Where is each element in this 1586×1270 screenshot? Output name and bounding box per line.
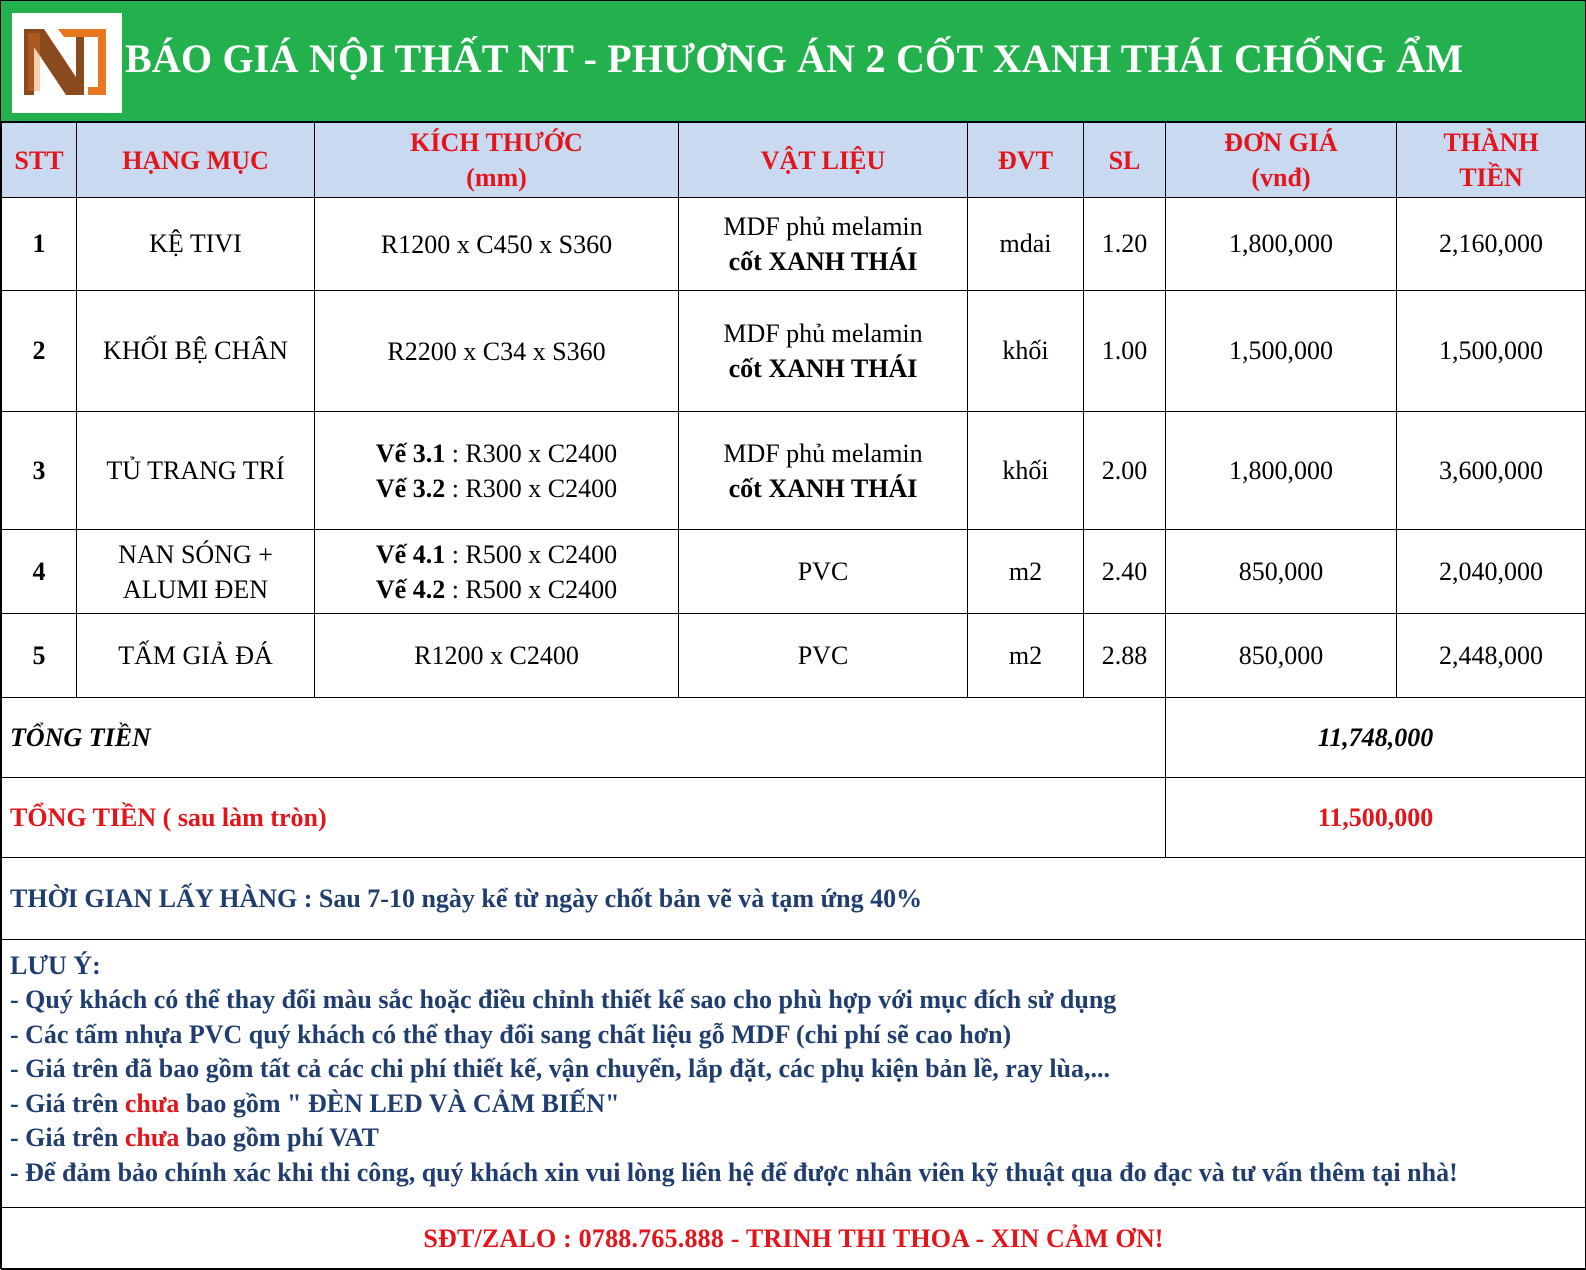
row-qty: 2.40 (1084, 530, 1166, 614)
row-material: MDF phủ melamin cốt XANH THÁI (679, 412, 968, 530)
notes-section (2, 940, 1586, 1208)
contact-row (2, 1208, 1586, 1270)
row-amount: 2,040,000 (1397, 530, 1586, 614)
header-price: ĐƠN GIÁ (vnđ) (1166, 123, 1397, 198)
row-price: 850,000 (1166, 530, 1397, 614)
row-item: KỆ TIVI (77, 198, 315, 291)
row-material: PVC (679, 530, 968, 614)
row-price: 1,800,000 (1166, 198, 1397, 291)
table-row (2, 291, 1586, 412)
notes-title: LƯU Ý: (10, 951, 101, 980)
row-unit: m2 (968, 530, 1084, 614)
row-price: 850,000 (1166, 614, 1397, 698)
row-unit: khối (968, 412, 1084, 530)
table-row (2, 530, 1586, 614)
contact-info: SĐT/ZALO : 0788.765.888 - TRINH THI THOA - XIN CẢM ƠN! (2, 1208, 1586, 1270)
quotation-table (1, 122, 1586, 1270)
row-amount: 2,160,000 (1397, 198, 1586, 291)
row-size: R1200 x C450 x S360 (315, 198, 679, 291)
page-title: BÁO GIÁ NỘI THẤT NT - PHƯƠNG ÁN 2 CỐT XANH THÁI CHỐNG ẨM (125, 36, 1464, 81)
row-amount: 1,500,000 (1397, 291, 1586, 412)
row-qty: 1.00 (1084, 291, 1166, 412)
table-row (2, 412, 1586, 530)
row-material: PVC (679, 614, 968, 698)
row-material: MDF phủ melamin cốt XANH THÁI (679, 198, 968, 291)
row-price: 1,500,000 (1166, 291, 1397, 412)
row-amount: 3,600,000 (1397, 412, 1586, 530)
row-material: MDF phủ melamin cốt XANH THÁI (679, 291, 968, 412)
note-line: - Để đảm bảo chính xác khi thi công, quý khách xin vui lòng liên hệ để được nhân viên kỹ thuật qua đo đạc và tư vấn thêm tại nhà! (10, 1157, 1458, 1187)
row-item: TỦ TRANG TRÍ (77, 412, 315, 530)
note-line: - Giá trên chưa bao gồm " ĐÈN LED VÀ CẢM BIẾN" (10, 1088, 620, 1118)
row-amount: 2,448,000 (1397, 614, 1586, 698)
table-row (2, 198, 1586, 291)
row-stt: 5 (2, 614, 77, 698)
nt-logo-icon (12, 13, 122, 113)
note-line: - Các tấm nhựa PVC quý khách có thể thay đổi sang chất liệu gỗ MDF (chi phí sẽ cao hơn) (10, 1019, 1012, 1049)
delivery-time: THỜI GIAN LẤY HÀNG : Sau 7-10 ngày kể từ ngày chốt bản vẽ và tạm ứng 40% (2, 858, 1586, 940)
header-size: KÍCH THƯỚC (mm) (315, 123, 679, 198)
header-amount: THÀNH TIỀN (1397, 123, 1586, 198)
row-qty: 2.88 (1084, 614, 1166, 698)
row-qty: 1.20 (1084, 198, 1166, 291)
row-unit: khối (968, 291, 1084, 412)
table-header-row (2, 123, 1586, 198)
row-unit: m2 (968, 614, 1084, 698)
delivery-row (2, 858, 1586, 940)
rounded-total-row (2, 778, 1586, 858)
notes-row (2, 940, 1586, 1208)
total-value: 11,748,000 (1166, 698, 1586, 778)
row-qty: 2.00 (1084, 412, 1166, 530)
row-stt: 4 (2, 530, 77, 614)
row-price: 1,800,000 (1166, 412, 1397, 530)
row-stt: 2 (2, 291, 77, 412)
title-banner (1, 1, 1585, 122)
header-qty: SL (1084, 123, 1166, 198)
row-item: KHỐI BỆ CHÂN (77, 291, 315, 412)
total-label: TỔNG TIỀN (2, 698, 1166, 778)
row-size: Vế 3.1 : R300 x C2400 Vế 3.2 : R300 x C2400 (315, 412, 679, 530)
row-unit: mdai (968, 198, 1084, 291)
row-item: TẤM GIẢ ĐÁ (77, 614, 315, 698)
row-size: R1200 x C2400 (315, 614, 679, 698)
header-stt: STT (2, 123, 77, 198)
note-line: - Giá trên đã bao gồm tất cả các chi phí thiết kế, vận chuyển, lắp đặt, các phụ kiện bản lề, ray lùa,... (10, 1054, 1110, 1083)
row-stt: 3 (2, 412, 77, 530)
total-row (2, 698, 1586, 778)
row-stt: 1 (2, 198, 77, 291)
header-material: VẬT LIỆU (679, 123, 968, 198)
header-unit: ĐVT (968, 123, 1084, 198)
row-size: R2200 x C34 x S360 (315, 291, 679, 412)
row-item: NAN SÓNG + ALUMI ĐEN (77, 530, 315, 614)
header-item: HẠNG MỤC (77, 123, 315, 198)
note-line: - Giá trên chưa bao gồm phí VAT (10, 1123, 379, 1152)
note-line: - Quý khách có thể thay đổi màu sắc hoặc điều chỉnh thiết kế sao cho phù hợp với mục đích sử dụng (10, 985, 1117, 1014)
rounded-total-label: TỔNG TIỀN ( sau làm tròn) (2, 778, 1166, 858)
row-size: Vế 4.1 : R500 x C2400 Vế 4.2 : R500 x C2400 (315, 530, 679, 614)
table-row (2, 614, 1586, 698)
rounded-total-value: 11,500,000 (1166, 778, 1586, 858)
